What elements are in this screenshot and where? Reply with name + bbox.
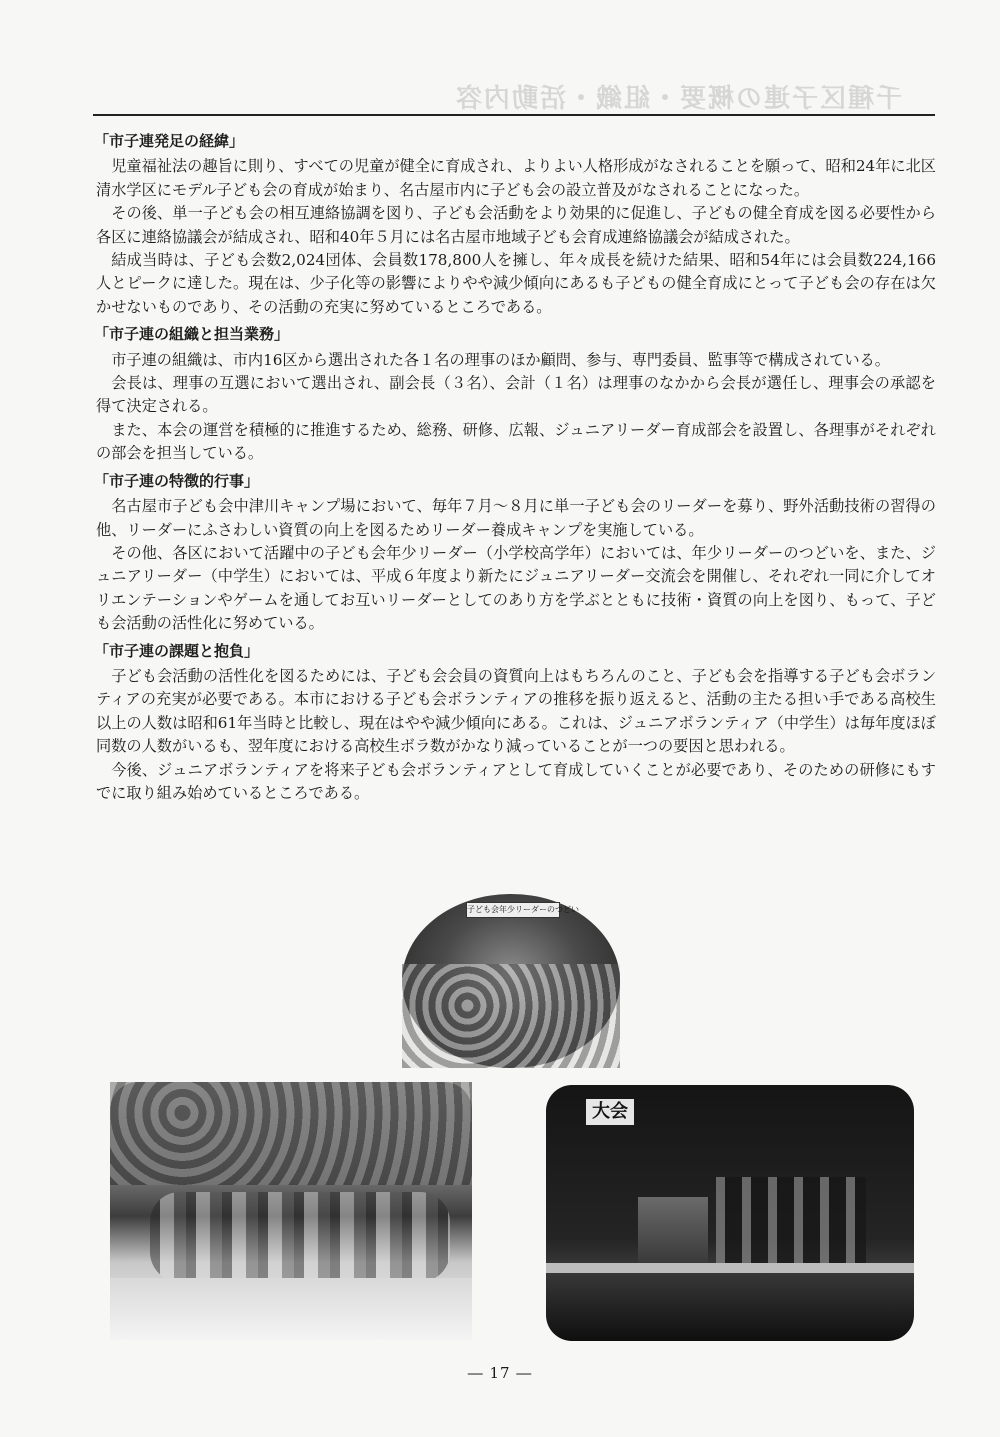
photo-people <box>716 1177 866 1263</box>
section-heading: 「市子連の特徴的行事」 <box>94 471 260 490</box>
page-number: ― 17 ― <box>467 1364 533 1382</box>
section-heading: 「市子連の課題と抱負」 <box>94 641 260 660</box>
photo-podium <box>638 1197 708 1263</box>
photo-stage-ceremony <box>546 1085 914 1341</box>
photo-crowd <box>402 964 620 1068</box>
section-organization <box>96 323 936 465</box>
paragraph: 結成当時は、子ども会数2,024団体、会員数178,800人を擁し、年々成長を続けた結果、昭和54年には会員数224,166人とピークに達した。現在は、少子化等の影響によりやや減少傾向にあるも子どもの健全育成にとって子ども会の存在は欠かせないものであり、その活動の充実に努めているところである。 <box>96 251 936 316</box>
paragraph: 会長は、理事の互選において選出され、副会長（３名）、会計（１名）は理事のなかから会長が選任し、理事会の承認を得て決定される。 <box>96 374 936 416</box>
paragraph: 市子連の組織は、市内16区から選出された各１名の理事のほか顧問、参与、専門委員、監事等で構成されている。 <box>111 350 890 369</box>
section-origin <box>96 130 936 319</box>
header-rule <box>93 114 935 116</box>
paragraph: その後、単一子ども会の相互連絡協調を図り、子ども会活動をより効果的に促進し、子どもの健全育成を図る必要性から各区に連絡協議会が結成され、昭和40年５月には名古屋市地域子ども会育成連絡協議会が結成された。 <box>96 204 936 246</box>
section-events <box>96 470 936 636</box>
paragraph: 児童福祉法の趣旨に則り、すべての児童が健全に育成され、よりよい人格形成がなされることを願って、昭和24年に北区清水学区にモデル子ども会の育成が始まり、名古屋市内に子ども会の設立普及がなされることになった。 <box>96 157 936 199</box>
section-heading: 「市子連発足の経緯」 <box>94 132 245 150</box>
photo-children-water-play <box>110 1082 472 1340</box>
paragraph: その他、各区において活躍中の子ども会年少リーダー（小学校高学年）においては、年少リーダーのつどいを、また、ジュニアリーダー（中学生）においては、平成６年度より新たにジュニアリーダー交流会を開催し、それぞれ一同に介してオリエンテーションやゲームを通してお互いリーダーとしてのあり方を学ぶとともに技術・資質の向上を図り、もって、子ども会活動の活性化に努めている。 <box>96 543 936 633</box>
section-challenges <box>96 640 936 806</box>
photo-trees <box>110 1082 472 1185</box>
section-heading: 「市子連の組織と担当業務」 <box>94 325 290 344</box>
photo-banner-text: 子ども会年少リーダーのつどい <box>466 902 560 918</box>
bleed-through-title: 千種区子連の概要・組織・活動内容 <box>453 84 902 114</box>
paragraph: また、本会の運営を積極的に推進するため、総務、研修、広報、ジュニアリーダー育成部会を設置し、各理事がそれぞれの部会を担当している。 <box>96 420 936 463</box>
paragraph: 子ども会活動の活性化を図るためには、子ども会会員の資質向上はもちろんのこと、子ども会を指導する子ども会ボランティアの充実が必要である。本市における子ども会ボランティアの推移を振り返えると、活動の主たる担い手である高校生以上の人数は昭和61年当時と比較し、現在はやや減少傾向にある。これは、ジュニアボランティア（中学生）は毎年度ほぼ同数の人数がいるも、翌年度における高校生ボラ数がかなり減っていることが一つの要因と思われる。 <box>96 666 936 756</box>
photo-youth-leader-gathering <box>402 894 620 1068</box>
photo-children <box>150 1192 450 1282</box>
document-body <box>96 128 936 809</box>
paragraph: 名古屋市子ども会中津川キャンプ場において、毎年７月～８月に単一子ども会のリーダーを募り、野外活動技術の習得の他、リーダーにふさわしい資質の向上を図るためリーダー養成キャンプを実施している。 <box>96 497 936 539</box>
photo-stage-edge <box>546 1263 914 1273</box>
paragraph: 今後、ジュニアボランティアを将来子ども会ボランティアとして育成していくことが必要であり、そのための研修にもすでに取り組み始めているところである。 <box>96 760 936 802</box>
photo-stage-sign: 大会 <box>586 1099 634 1125</box>
photo-water <box>110 1278 472 1340</box>
